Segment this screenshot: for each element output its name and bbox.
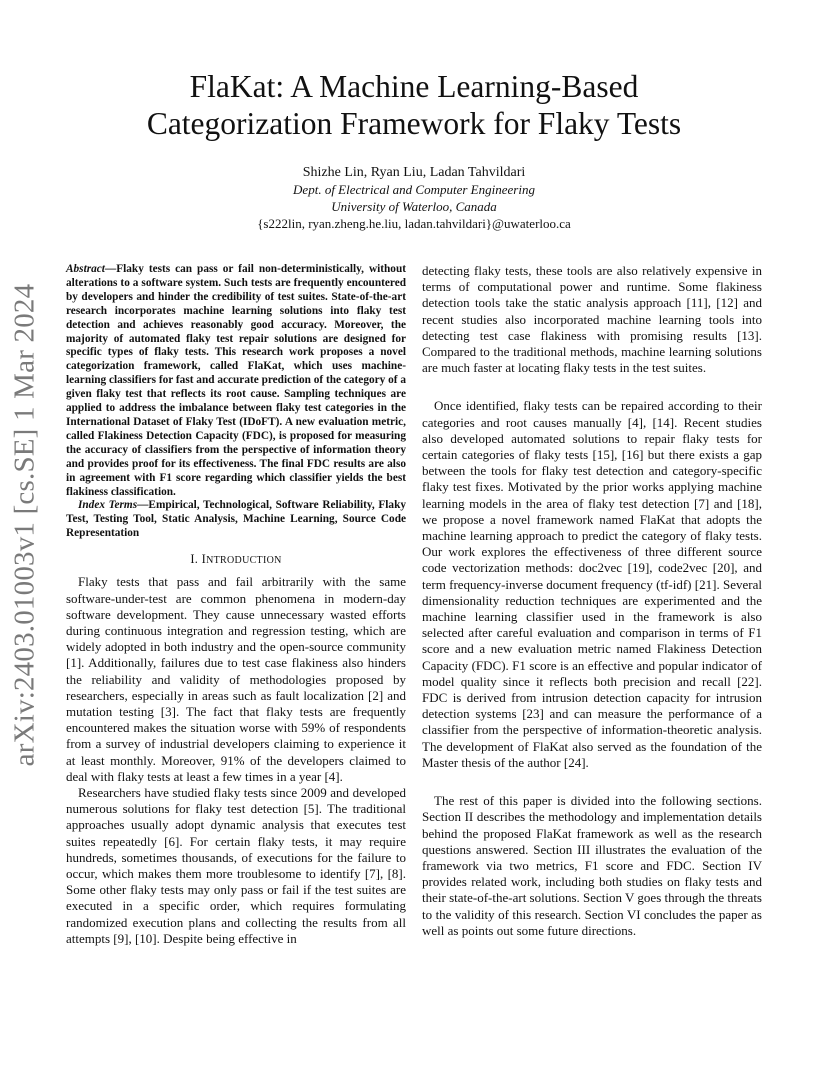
spacer [422, 771, 762, 793]
arxiv-sidebar-stamp [1, 283, 49, 767]
abstract-label: Abstract [66, 263, 105, 275]
intro-paragraph-2: Researchers have studied flaky tests since 2009 and developed numerous solutions for flaky test detection [5]. The traditional approaches usually adopt dynamic analysis that executes test suites repeatedly [6]. For certain flaky tests, it may require hundreds, sometimes thousands, of executions for the failure to occur, which makes them more troublesome to identify [7], [8]. Some other flaky tests may only pass or fail if the test suites are executed in a specific order, which requires formulating randomized execution plans and collecting the results from all attempts [9], [10]. Despite being effective in [66, 784, 406, 946]
paper-title [100, 68, 728, 142]
spacer [422, 376, 762, 398]
title-line-2: Categorization Framework for Flaky Tests [146, 106, 682, 141]
abstract [66, 263, 406, 499]
right-column [422, 263, 762, 939]
section-heading-introduction: I. INTRODUCTION [190, 552, 282, 567]
arxiv-id: arXiv:2403.01003v1 [cs.SE] 1 Mar 2024 [8, 283, 41, 767]
right-paragraph-2: Once identified, flaky tests can be repaired according to their categories and root causes manually [4], [14]. Recent studies also developed automated solutions to repair flaky tests for certain categories of flaky tests [15], [16] but there exists a gap between the tools for flaky test detection and category-specific flaky test fixes. Motivated by the prior works applying machine learning models in the area of flaky test detection [7] and [18], we propose a novel framework named FlaKat that adopts the machine learning approach to predict the category of flaky tests. Our work explores the effectiveness of three different source code vectorization methods: doc2vec [19], code2vec [20], and term frequency-inverse document frequency (tf-idf) [21]. Several dimensionality reduction techniques are experimented and the machine learning classifier used in the framework is also selected after careful evaluation and comparison in terms of F1 score and a new evaluation metric named Flakiness Detection Capacity (FDC). F1 score is an effective and popular indicator of model quality since it reflects both precision and recall [22]. FDC is derived from intrusion detection capacity for intrusion detection systems [23] and can measure the performance of a classifier from the perspective of information-theoretic analysis. The development of FlaKat also served as the foundation of the Master thesis of the author [24]. [422, 398, 762, 770]
emails: {s222lin, ryan.zheng.he.liu, ladan.tahvildari}@uwaterloo.ca [257, 216, 571, 231]
left-column [66, 263, 406, 947]
right-paragraph-3: The rest of this paper is divided into the following sections. Section II describes the methodology and implementation details behind the proposed FlaKat framework as well as the research questions answered. Section III illustrates the evaluation of the framework via two metrics, F1 score and FDC. Section IV provides related work, including both studies on flaky tests and their state-of-the-art solutions. Section V goes through the threats to the validity of this research. Section VI concludes the paper as well as points out some future directions. [422, 793, 762, 938]
index-terms [66, 499, 406, 541]
intro-paragraph-1: Flaky tests that pass and fail arbitrarily with the same software-under-test are common phenomena in modern-day software development. They cause unnecessary wasted efforts during continuous integration and regression testing, which are widely adopted in both industry and the open-source community [1]. Additionally, failures due to test case flakiness also hinders the reliability and validity of methodologies proposed by researchers, especially in areas such as fault localization [2] and mutation testing [3]. The fact that flaky tests are frequently encountered makes the situation worse with 59% of respondents from a survey of industrial developers claiming to experience it at least monthly. Moreover, 91% of the developers claimed to deal with flaky tests at least a few times in a year [4]. [66, 574, 406, 784]
department: Dept. of Electrical and Computer Engineering [293, 182, 535, 197]
index-terms-text: —Empirical, Technological, Software Reliability, Flaky Test, Testing Tool, Static Analysis, Machine Learning, Source Code Representation [66, 499, 406, 540]
right-paragraph-1: detecting flaky tests, these tools are also relatively expensive in terms of computational power and runtime. Some flakiness detection tools take the static analysis approach [11], [12] and recent studies also incorporated machine learning tools into detecting test case flakiness with promising results [13]. Compared to the traditional methods, machine learning solutions are much faster at locating flaky tests in the test suites. [422, 263, 762, 376]
authors: Shizhe Lin, Ryan Liu, Ladan Tahvildari [302, 165, 526, 180]
title-line-1: FlaKat: A Machine Learning-Based [189, 69, 639, 104]
abstract-text: —Flaky tests can pass or fail non-deterministically, without alterations to a software system. Such tests are frequently encountered by developers and hinder the credibility of test suites. State-of-the-art research incorporates machine learning solutions into flaky test detection and achieves reasonably good accuracy. Moreover, the majority of automated flaky test repair solutions are designed for specific types of flaky tests. This research work proposes a novel categorization framework, called FlaKat, which uses machine-learning classifiers for fast and accurate prediction of the category of a given flaky test that reflects its root cause. Sampling techniques are applied to address the imbalance between flaky test categories in the International Dataset of Flaky Test (IDoFT). A new evaluation metric, called Flakiness Detection Capacity (FDC), is proposed for measuring the accuracy of classifiers from the perspective of information theory and provides proof for its effectiveness. The final FDC results are also in agreement with F1 score regarding which classifier yields the best flakiness classification. [66, 263, 406, 498]
index-terms-label: Index Terms [78, 499, 138, 512]
university: University of Waterloo, Canada [331, 199, 497, 214]
